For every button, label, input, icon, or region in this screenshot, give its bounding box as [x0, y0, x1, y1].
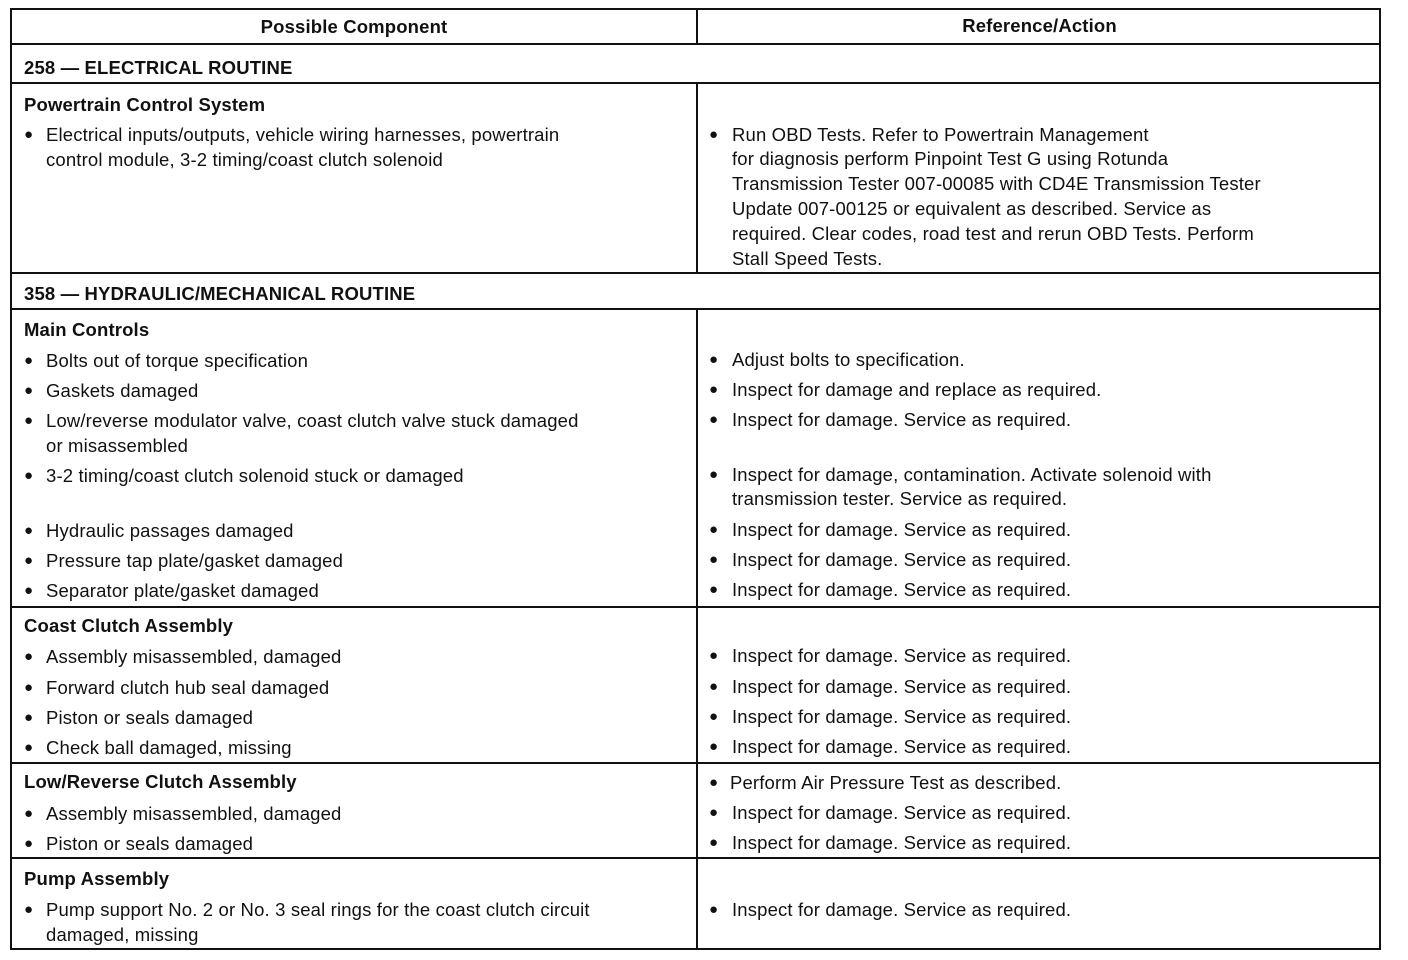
bullet-icon: ●: [24, 835, 34, 852]
bullet-icon: ●: [24, 679, 34, 696]
bullet-icon: ●: [24, 709, 34, 726]
component-line: Piston or seals damaged: [46, 833, 254, 854]
component-line: 3-2 timing/coast clutch solenoid stuck or damaged: [46, 465, 464, 486]
action-line: Stall Speed Tests.: [732, 248, 883, 269]
component-line: Forward clutch hub seal damaged: [46, 677, 330, 698]
action-line: Inspect for damage. Service as required.: [732, 409, 1072, 430]
action-line: Transmission Tester 007-00085 with CD4E Transmission Tester: [732, 173, 1261, 194]
bullet-icon: ●: [24, 352, 34, 369]
action-line: Inspect for damage. Service as required.: [732, 579, 1072, 600]
component-line: Gaskets damaged: [46, 380, 199, 401]
bullet-icon: ●: [24, 739, 34, 756]
bullet-icon: ●: [709, 521, 719, 538]
bullet-icon: ●: [709, 126, 719, 143]
bullet-icon: ●: [24, 522, 34, 539]
column-header-component: Possible Component: [260, 16, 448, 37]
bullet-icon: ●: [709, 647, 719, 664]
bullet-icon: ●: [709, 678, 719, 695]
action-line: Inspect for damage. Service as required.: [732, 736, 1072, 757]
component-line: Pump support No. 2 or No. 3 seal rings for the coast clutch circuit: [46, 899, 590, 920]
bullet-icon: ●: [709, 774, 719, 791]
action-line: for diagnosis perform Pinpoint Test G using Rotunda: [732, 148, 1169, 169]
component-line: Hydraulic passages damaged: [46, 520, 294, 541]
group-title: Low/Reverse Clutch Assembly: [24, 771, 297, 792]
bullet-icon: ●: [24, 648, 34, 665]
bullet-icon: ●: [709, 708, 719, 725]
component-line: Assembly misassembled, damaged: [46, 803, 342, 824]
bullet-icon: ●: [709, 411, 719, 428]
bullet-icon: ●: [24, 901, 34, 918]
section-title: 258 — ELECTRICAL ROUTINE: [24, 57, 293, 78]
component-line: or misassembled: [46, 435, 189, 456]
bullet-icon: ●: [709, 738, 719, 755]
component-line: Electrical inputs/outputs, vehicle wiring harnesses, powertrain: [46, 124, 560, 145]
group-title: Pump Assembly: [24, 868, 170, 889]
action-line: transmission tester. Service as required.: [732, 488, 1068, 509]
group-title: Main Controls: [24, 319, 150, 340]
bullet-icon: ●: [709, 901, 719, 918]
bullet-icon: ●: [709, 466, 719, 483]
action-line: Inspect for damage. Service as required.: [732, 645, 1072, 666]
component-line: Piston or seals damaged: [46, 707, 254, 728]
bullet-icon: ●: [24, 412, 34, 429]
component-line: Check ball damaged, missing: [46, 737, 292, 758]
section-title: 358 — HYDRAULIC/MECHANICAL ROUTINE: [24, 283, 416, 304]
bullet-icon: ●: [24, 126, 34, 143]
col-divider: [696, 308, 698, 948]
bullet-icon: ●: [709, 804, 719, 821]
component-line: control module, 3-2 timing/coast clutch solenoid: [46, 149, 443, 170]
bullet-icon: ●: [709, 834, 719, 851]
col-divider: [696, 82, 698, 274]
component-line: Low/reverse modulator valve, coast clutch valve stuck damaged: [46, 410, 579, 431]
bullet-icon: ●: [24, 805, 34, 822]
bullet-icon: ●: [24, 467, 34, 484]
group-title: Coast Clutch Assembly: [24, 615, 234, 636]
action-line: Inspect for damage. Service as required.: [732, 832, 1072, 853]
component-line: Separator plate/gasket damaged: [46, 580, 319, 601]
column-header-action: Reference/Action: [962, 15, 1117, 36]
bullet-icon: ●: [24, 552, 34, 569]
component-line: Bolts out of torque specification: [46, 350, 309, 371]
action-line: Run OBD Tests. Refer to Powertrain Management: [732, 124, 1149, 145]
action-line: Inspect for damage. Service as required.: [732, 676, 1072, 697]
action-line: Adjust bolts to specification.: [732, 349, 965, 370]
diagnostic-table: [10, 8, 1381, 950]
bullet-icon: ●: [709, 381, 719, 398]
bullet-icon: ●: [709, 581, 719, 598]
action-line: Perform Air Pressure Test as described.: [730, 772, 1062, 793]
action-line: Inspect for damage. Service as required.: [732, 802, 1072, 823]
bullet-icon: ●: [24, 582, 34, 599]
action-line: Inspect for damage. Service as required.: [732, 706, 1072, 727]
action-line: Inspect for damage and replace as required.: [732, 379, 1102, 400]
action-line: required. Clear codes, road test and rerun OBD Tests. Perform: [732, 223, 1254, 244]
action-line: Inspect for damage. Service as required.: [732, 899, 1072, 920]
bullet-icon: ●: [709, 351, 719, 368]
component-line: damaged, missing: [46, 924, 199, 945]
action-line: Inspect for damage. Service as required.: [732, 549, 1072, 570]
bullet-icon: ●: [709, 551, 719, 568]
action-line: Update 007-00125 or equivalent as described. Service as: [732, 198, 1212, 219]
component-line: Pressure tap plate/gasket damaged: [46, 550, 344, 571]
bullet-icon: ●: [24, 382, 34, 399]
group-title: Powertrain Control System: [24, 94, 266, 115]
action-line: Inspect for damage, contamination. Activate solenoid with: [732, 464, 1212, 485]
component-line: Assembly misassembled, damaged: [46, 646, 342, 667]
action-line: Inspect for damage. Service as required.: [732, 519, 1072, 540]
